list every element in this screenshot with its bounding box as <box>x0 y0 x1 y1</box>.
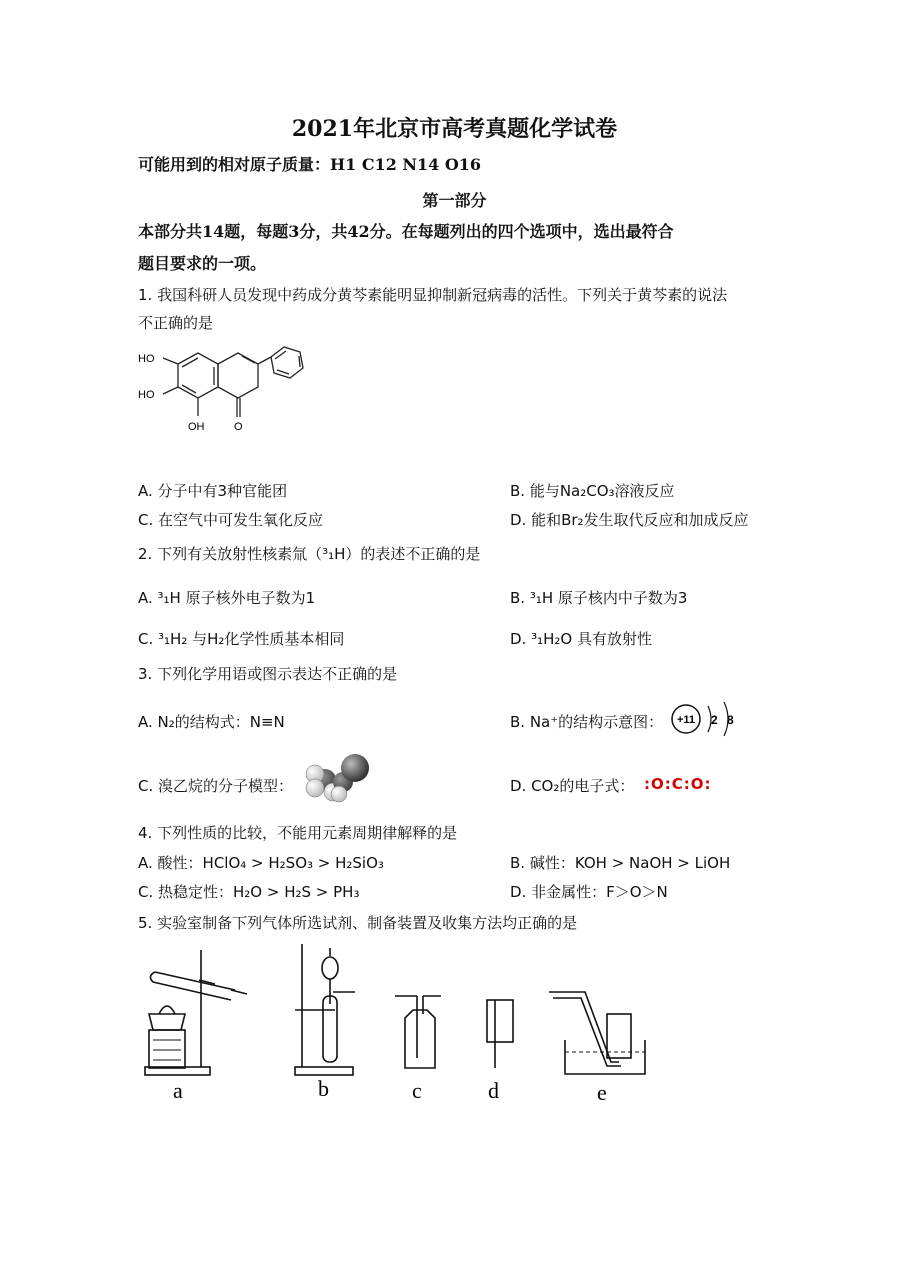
q3-stem: 3. 下列化学用语或图示表达不正确的是 <box>138 665 398 683</box>
q1-option-b: B. 能与Na₂CO₃溶液反应 <box>510 482 675 500</box>
q1-stem-1: 1. 我国科研人员发现中药成分黄芩素能明显抑制新冠病毒的活性。下列关于黄芩素的说法 <box>138 286 728 304</box>
bromoethane-model <box>303 752 375 804</box>
q2-option-a: A. ³₁H 原子核外电子数为1 <box>138 589 316 607</box>
q2-option-d: D. ³₁H₂O 具有放射性 <box>510 630 652 648</box>
q5-stem: 5. 实验室制备下列气体所选试剂、制备装置及收集方法均正确的是 <box>138 914 578 932</box>
oh-label-2: HO <box>138 389 155 401</box>
q3-option-c: C. 溴乙烷的分子模型： <box>138 777 294 795</box>
apparatus-b <box>295 944 355 1075</box>
shell-2-count: 8 <box>727 713 734 727</box>
apparatus-figure <box>135 940 655 1110</box>
nucleus-label: +11 <box>676 714 696 726</box>
apparatus-a <box>145 950 247 1075</box>
part-heading: 第一部分 <box>422 191 487 210</box>
apparatus-c <box>395 996 441 1068</box>
q2-stem: 2. 下列有关放射性核素氚（³₁H）的表述不正确的是 <box>138 545 481 563</box>
q4-option-b: B. 碱性：KOH > NaOH > LiOH <box>510 854 731 872</box>
label-e: e <box>597 1080 607 1105</box>
shell-1-count: 2 <box>711 713 718 727</box>
q1-option-c: C. 在空气中可发生氧化反应 <box>138 511 324 529</box>
q4-option-d: D. 非金属性：F＞O＞N <box>510 883 668 901</box>
apparatus-e <box>549 992 645 1074</box>
apparatus-d <box>487 1000 513 1068</box>
carbonyl-o-label: O <box>234 421 243 433</box>
q1-option-d: D. 能和Br₂发生取代反应和加成反应 <box>510 511 749 529</box>
q4-option-a: A. 酸性：HClO₄ > H₂SO₃ > H₂SiO₃ <box>138 854 384 872</box>
q1-option-a: A. 分子中有3种官能团 <box>138 482 288 500</box>
atomic-mass-line: 可能用到的相对原子质量：H1 C12 N14 O16 <box>138 155 482 174</box>
q3-option-a: A. N₂的结构式：N≡N <box>138 713 285 731</box>
part-desc-2: 题目要求的一项。 <box>138 254 267 273</box>
q2-option-c: C. ³₁H₂ 与H₂化学性质基本相同 <box>138 630 345 648</box>
label-c: c <box>412 1078 422 1103</box>
label-b: b <box>318 1076 329 1101</box>
label-a: a <box>173 1078 183 1103</box>
q4-option-c: C. 热稳定性：H₂O > H₂S > PH₃ <box>138 883 360 901</box>
q3-option-b: B. Na⁺的结构示意图： <box>510 713 664 731</box>
q1-stem-2: 不正确的是 <box>138 314 214 332</box>
exam-title: 2021年北京市高考真题化学试卷 <box>291 116 618 142</box>
part-desc-1: 本部分共14题，每题3分，共42分。在每题列出的四个选项中，选出最符合 <box>138 222 674 241</box>
q3-option-d: D. CO₂的电子式： <box>510 777 635 795</box>
q2-option-b: B. ³₁H 原子核内中子数为3 <box>510 589 688 607</box>
oh-label-3: OH <box>188 421 205 433</box>
na-ion-diagram <box>668 700 748 740</box>
q4-stem: 4. 下列性质的比较，不能用元素周期律解释的是 <box>138 824 458 842</box>
label-d: d <box>488 1078 499 1103</box>
baicalein-structure <box>138 342 308 442</box>
oh-label-1: HO <box>138 353 155 365</box>
co2-electron-formula: :O:C:O: <box>644 775 712 793</box>
